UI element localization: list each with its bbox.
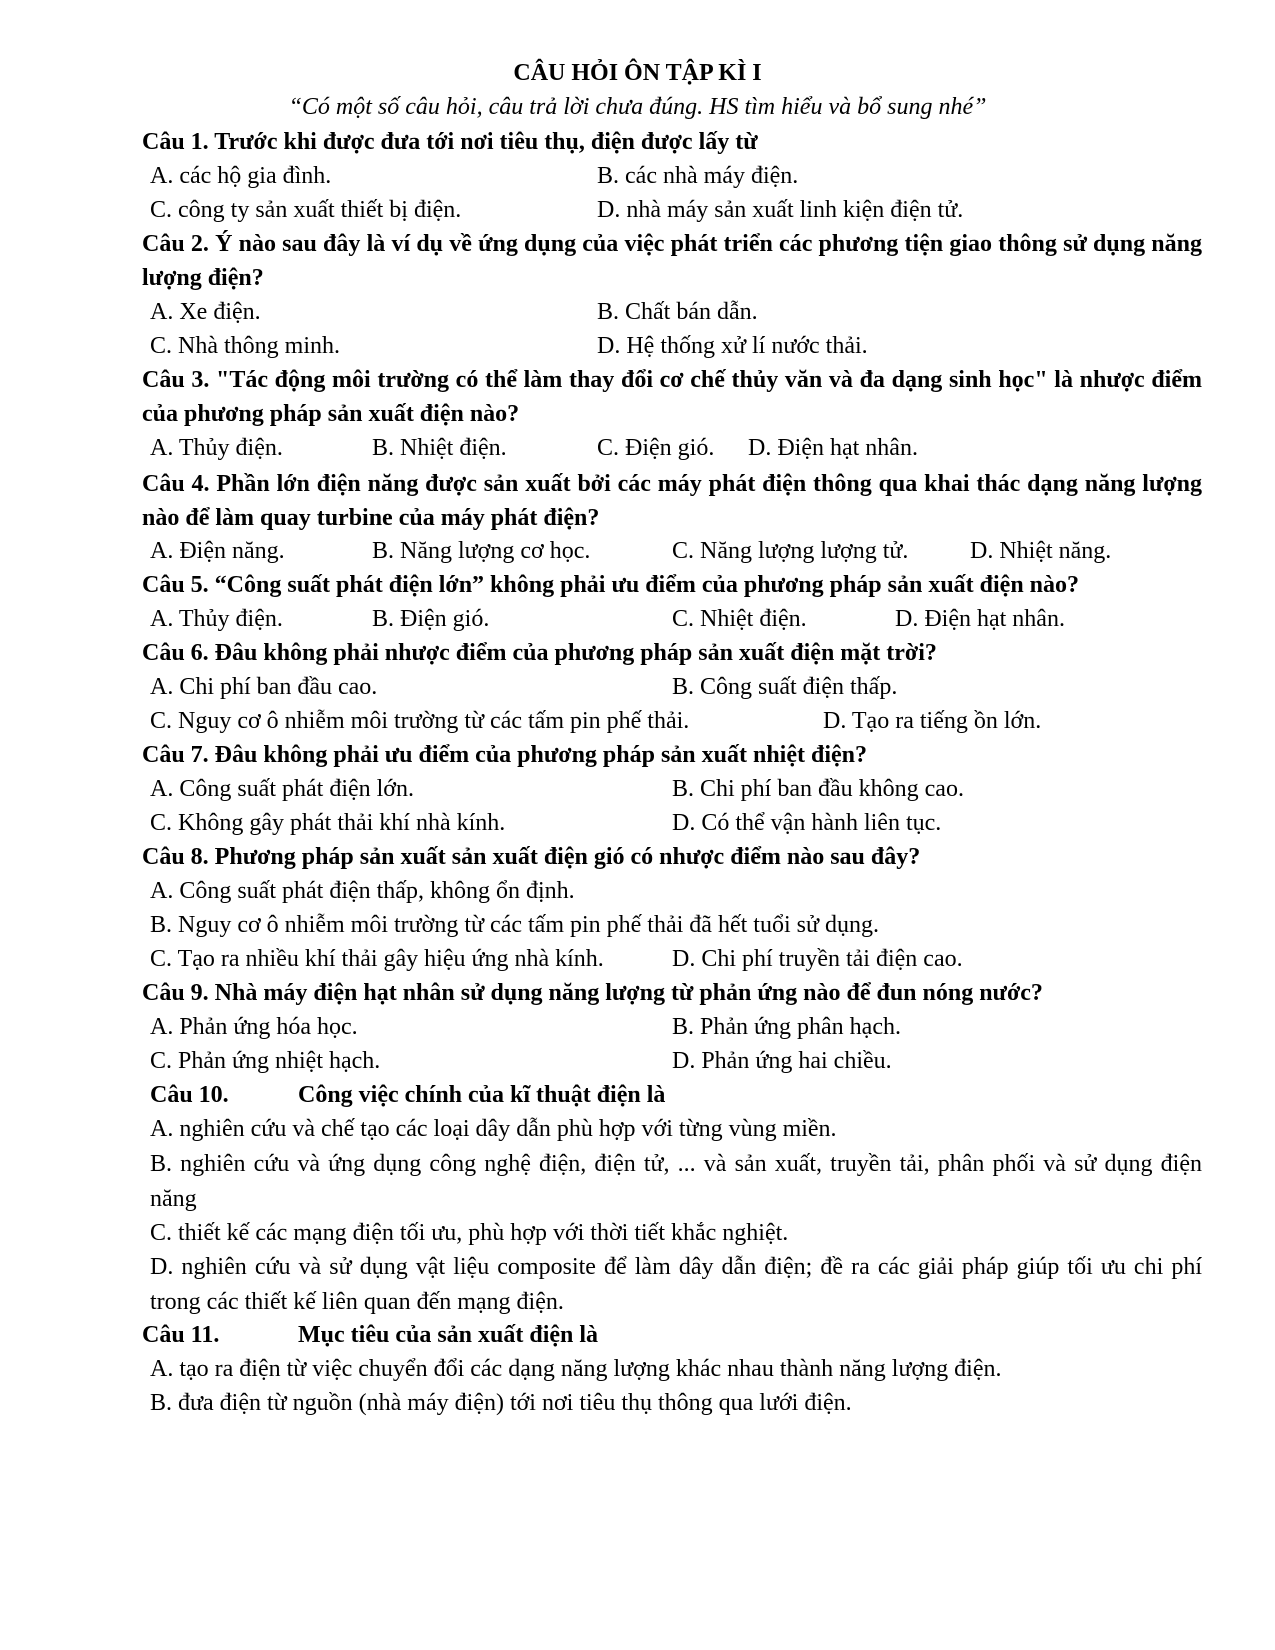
question-11-number: Câu 11. [142,1322,220,1348]
question-11-option-b: B. đưa điện từ nguồn (nhà máy điện) tới nơi tiêu thụ thông qua lưới điện. [150,1390,852,1416]
question-6-stem: Câu 6. Đâu không phải nhược điểm của phương pháp sản xuất điện mặt trời? [142,640,937,666]
question-11-stem: Mục tiêu của sản xuất điện là [298,1322,599,1348]
question-5-stem: Câu 5. “Công suất phát điện lớn” không phải ưu điểm của phương pháp sản xuất điện nào? [142,572,1080,598]
question-3-option-a: A. Thủy điện. [150,435,283,461]
question-8-option-d: D. Chi phí truyền tải điện cao. [672,946,963,972]
question-7-option-d: D. Có thể vận hành liên tục. [672,810,942,836]
question-5-option-a: A. Thủy điện. [150,606,283,632]
question-5-option-c: C. Nhiệt điện. [672,606,807,632]
question-6-option-c: C. Nguy cơ ô nhiễm môi trường từ các tấm pin phế thải. [150,708,690,734]
question-6-option-b: B. Công suất điện thấp. [672,674,898,700]
question-3-stem: Câu 3. "Tác động môi trường có thể làm thay đổi cơ chế thủy văn và đa dạng sinh học" là nhược điểm của phương pháp sản xuất điện nào? [142,367,1202,427]
question-10-stem: Công việc chính của kĩ thuật điện là [298,1082,666,1108]
question-8-option-b: B. Nguy cơ ô nhiễm môi trường từ các tấm pin phế thải đã hết tuổi sử dụng. [150,912,879,938]
question-3-option-b: B. Nhiệt điện. [372,435,507,461]
question-2-option-a: A. Xe điện. [150,299,261,325]
question-6-option-a: A. Chi phí ban đầu cao. [150,674,378,700]
document-title: CÂU HỎI ÔN TẬP KÌ I [513,60,762,86]
document-subtitle: “Có một số câu hỏi, câu trả lời chưa đúng. HS tìm hiểu và bổ sung nhé” [288,94,987,120]
question-3-option-d: D. Điện hạt nhân. [748,435,918,461]
question-8-option-a: A. Công suất phát điện thấp, không ổn định. [150,878,575,904]
question-6-option-d: D. Tạo ra tiếng ồn lớn. [823,708,1042,734]
question-10-option-b: B. nghiên cứu và ứng dụng công nghệ điện, điện tử, ... và sản xuất, truyền tải, phân phối và sử dụng điện năng [150,1151,1202,1212]
question-2-option-c: C. Nhà thông minh. [150,333,340,359]
question-7-stem: Câu 7. Đâu không phải ưu điểm của phương pháp sản xuất nhiệt điện? [142,742,868,768]
question-10-option-c: C. thiết kế các mạng điện tối ưu, phù hợp với thời tiết khắc nghiệt. [150,1220,789,1246]
question-7-option-a: A. Công suất phát điện lớn. [150,776,414,802]
question-4-option-c: C. Năng lượng lượng tử. [672,538,909,564]
question-10-option-a: A. nghiên cứu và chế tạo các loại dây dẫn phù hợp với từng vùng miền. [150,1116,837,1142]
question-2-option-b: B. Chất bán dẫn. [597,299,758,325]
question-9-option-a: A. Phản ứng hóa học. [150,1014,358,1040]
question-9-option-d: D. Phản ứng hai chiều. [672,1048,892,1074]
question-1-option-c: C. công ty sản xuất thiết bị điện. [150,197,462,223]
question-1-option-d: D. nhà máy sản xuất linh kiện điện tử. [597,197,964,223]
question-3-option-c: C. Điện gió. [597,435,715,461]
question-10-number: Câu 10. [150,1082,229,1108]
question-8-stem: Câu 8. Phương pháp sản xuất sản xuất điện gió có nhược điểm nào sau đây? [142,844,921,870]
question-4-option-d: D. Nhiệt năng. [970,538,1112,564]
question-7-option-c: C. Không gây phát thải khí nhà kính. [150,810,506,836]
question-1-option-b: B. các nhà máy điện. [597,163,799,189]
question-11-option-a: A. tạo ra điện từ việc chuyển đổi các dạng năng lượng khác nhau thành năng lượng điện. [150,1356,1002,1382]
question-1-stem: Câu 1. Trước khi được đưa tới nơi tiêu thụ, điện được lấy từ [142,129,758,155]
question-2-stem: Câu 2. Ý nào sau đây là ví dụ về ứng dụng của việc phát triển các phương tiện giao thông sử dụng năng lượng điện? [142,231,1202,291]
question-5-option-d: D. Điện hạt nhân. [895,606,1065,632]
question-7-option-b: B. Chi phí ban đầu không cao. [672,776,964,802]
question-1-option-a: A. các hộ gia đình. [150,163,332,189]
question-8-option-c: C. Tạo ra nhiều khí thải gây hiệu ứng nhà kính. [150,946,604,972]
question-9-stem: Câu 9. Nhà máy điện hạt nhân sử dụng năng lượng từ phản ứng nào để đun nóng nước? [142,980,1043,1006]
question-4-stem: Câu 4. Phần lớn điện năng được sản xuất bởi các máy phát điện thông qua khai thác dạng năng lượng nào để làm quay turbine của máy phát điện? [142,471,1202,531]
question-4-option-a: A. Điện năng. [150,538,285,564]
question-10-option-d: D. nghiên cứu và sử dụng vật liệu composite để làm dây dẫn điện; đề ra các giải pháp giúp tối ưu chi phí trong các thiết kế liên quan đến mạng điện. [150,1254,1202,1315]
question-9-option-c: C. Phản ứng nhiệt hạch. [150,1048,381,1074]
question-5-option-b: B. Điện gió. [372,606,490,632]
question-9-option-b: B. Phản ứng phân hạch. [672,1014,901,1040]
question-2-option-d: D. Hệ thống xử lí nước thải. [597,333,868,359]
question-4-option-b: B. Năng lượng cơ học. [372,538,591,564]
